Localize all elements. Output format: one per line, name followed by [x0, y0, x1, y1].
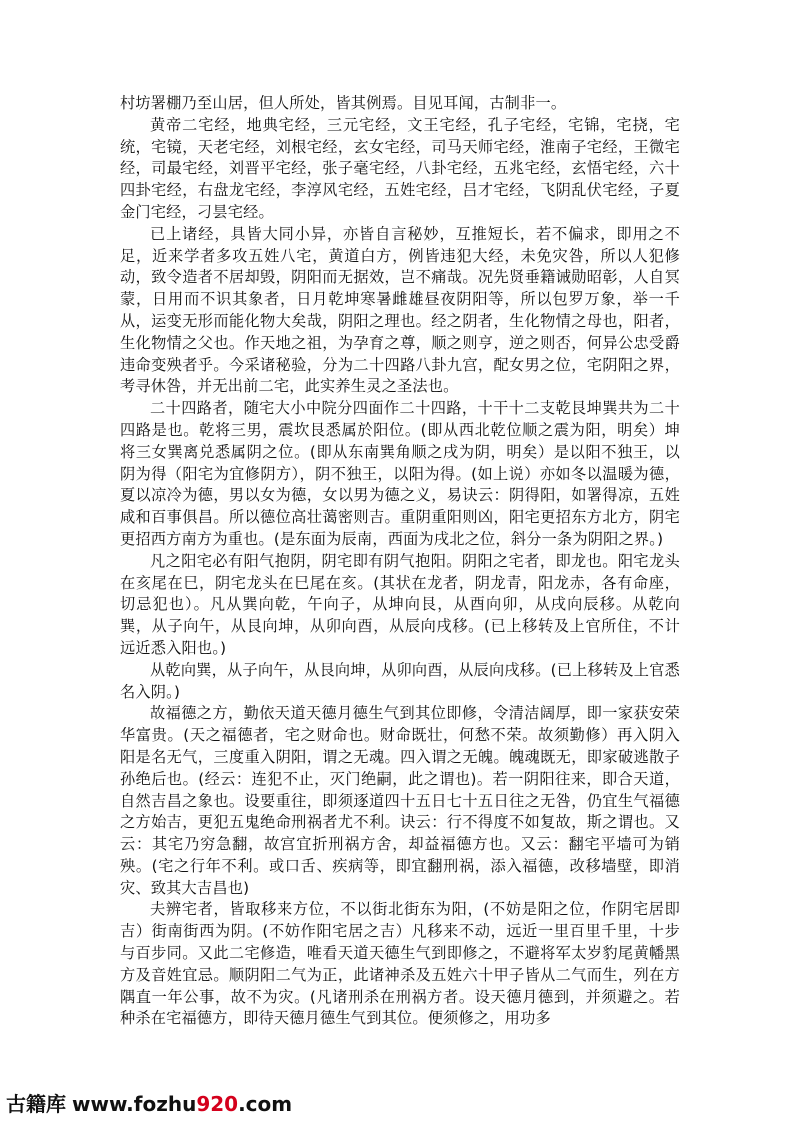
paragraph-7: 故福德之方，勤依天道天德月德生气到其位即修，令清洁阔厚，即一家获安荣华富贵。(天之福德者，宅之财命也。财命既壮，何愁不荣。故须勤修）再入阴入阳是名无气，三度重入阴阳，谓之无魂。四入谓之无魄。魄魂既无，即家破逃散子孙绝后也。(经云：连犯不止，灭门绝嗣，此之谓也)。若一阴阳往来，即合天道，自然吉昌之象也。设要重往，即须逐道四十五日七十五日往之无咎，仍宜生气福德之方始吉，更犯五鬼绝命刑祸者尤不利。诀云：行不得度不如复故，斯之谓也。又云：其宅乃穷急翻，故宫宜折刑祸方舍，却益福德方也。又云：翻宅平墙可为销殃。(宅之行年不利。或口舌、疾病等，即宜翻刑祸，添入福德，改移墙壁，即消灾、致其大吉昌也) [120, 704, 680, 897]
paragraph-6: 从乾向巽，从子向午，从艮向坤，从卯向酉，从辰向戌移。(已上移转及上官悉名入阴。) [120, 660, 680, 701]
site-url-highlight: 920 [196, 1092, 239, 1116]
site-name: 古籍库 [6, 1092, 66, 1116]
paragraph-3: 已上诸经，具皆大同小异，亦皆自言秘妙，互推短长，若不偏求，即用之不足，近来学者多攻五姓八宅，黄道白方，例皆违犯大经，未免灾咎，所以人犯修动，致令造者不居却毁，阴阳而无据效，岂不痛哉。况先贤垂籍诫勋昭彰，人自冥蒙，日用而不识其象者，日月乾坤寒暑雌雄昼夜阴阳等，所以包罗万象，举一千从，运变无形而能化物大矣哉，阴阳之理也。经之阴者，生化物情之母也，阳者，生化物情之父也。作天地之祖，为孕育之尊，顺之则亨，逆之则否，何异公忠受爵违命变殃者乎。今采诸秘验，分为二十四路八卦九宫，配女男之位，宅阴阳之界，考寻休咎，并无出前二宅，此实养生灵之圣法也。 [120, 224, 680, 396]
page-body [120, 93, 680, 1030]
paragraph-4: 二十四路者，随宅大小中院分四面作二十四路，十干十二支乾艮坤巽共为二十四路是也。乾将三男，震坎艮悉属於阳位。(即从西北乾位顺之震为阳，明矣）坤将三女巽离兑悉属阴之位。(即从东南巽角顺之戌为阴，明矣）是以阳不独王，以阴为得（阳宅为宜修阴方），阴不独王，以阳为得。(如上说）亦如冬以温暖为德，夏以凉冷为德，男以女为德，女以男为德之义，易诀云：阴得阳，如署得凉，五姓咸和百事俱昌。所以德位高壮蔼密则吉。重阴重阳则凶，阳宅更招东方北方，阴宅更招西方南方为重也。(是东面为辰南，西面为戌北之位，斜分一条为阴阳之界。) [120, 399, 680, 548]
paragraph-8: 夫辨宅者，皆取移来方位，不以街北街东为阳，(不妨是阳之位，作阴宅居即吉）街南街西为阴。(不妨作阳宅居之吉）凡移来不动，远近一里百里千里，十步与百步同。又此二宅修造，唯看天道天德生气到即修之，不避将军太岁豹尾黄幡黑方及音姓宜忌。顺阴阳二气为正，此诸神杀及五姓六十甲子皆从二气而生，列在方隅直一年公事，故不为灾。(凡诸刑杀在刑祸方者。设天德月德到，并须避之。若种杀在宅福德方，即待天德月德生气到其位。便须修之，用功多 [120, 900, 680, 1028]
paragraph-1: 村坊署棚乃至山居，但人所处，皆其例焉。目见耳闻，古制非一。 [120, 94, 567, 112]
paragraph-5: 凡之阳宅必有阳气抱阴，阴宅即有阴气抱阳。阴阳之宅者，即龙也。阳宅龙头在亥尾在巳，阴宅龙头在巳尾在亥。(其状在龙者，阴龙青，阳龙赤，各有命座，切忌犯也）。凡从巽向乾，午向子，从坤向艮，从酉向卯，从戌向辰移。从乾向巽，从子向午，从艮向坤，从卯向酉，从辰向戌移。(已上移转及上官所住，不计远近悉入阳也。) [120, 551, 680, 657]
site-url-suffix: .com [238, 1092, 293, 1116]
site-url-prefix: www.fozhu [72, 1092, 197, 1116]
paragraph-2: 黄帝二宅经，地典宅经，三元宅经，文王宅经，孔子宅经，宅锦，宅挠，宅统，宅镜，天老宅经，刘根宅经，玄女宅经，司马天师宅经，淮南子宅经，王微宅经，司最宅经，刘晋平宅经，张子毫宅经，八卦宅经，五兆宅经，玄悟宅经，六十四卦宅经，右盘龙宅经，李淳风宅经，五姓宅经，吕才宅经，飞阴乱伏宅经，子夏金门宅经，刁昙宅经。 [120, 115, 680, 221]
site-url[interactable] [72, 1092, 292, 1116]
footer-watermark [6, 1088, 292, 1118]
